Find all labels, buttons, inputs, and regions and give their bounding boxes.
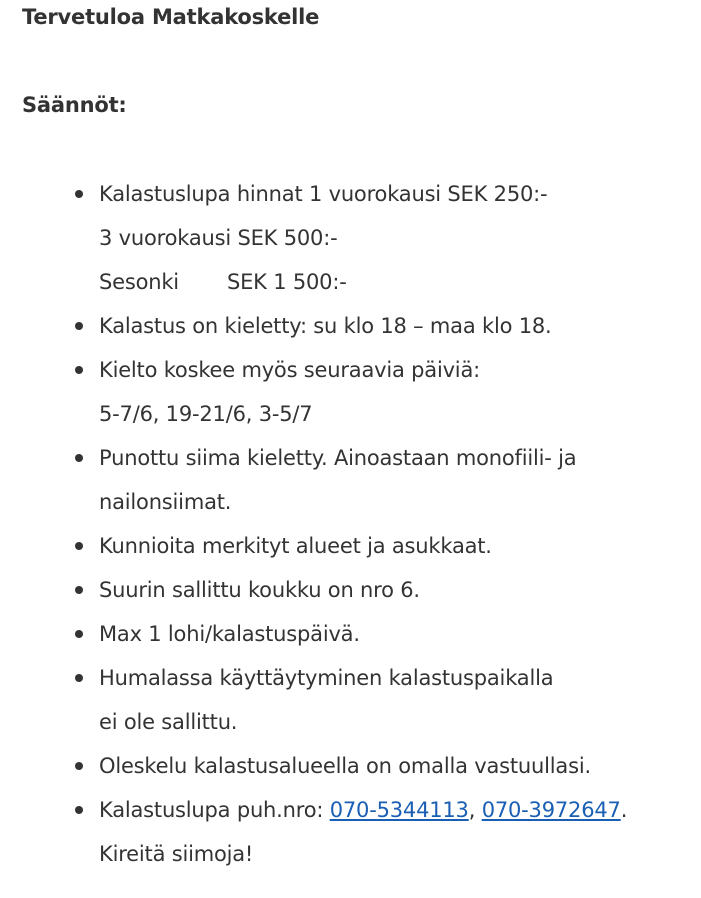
rule-fishing-ban <box>0 304 701 348</box>
bullet-icon <box>75 806 83 814</box>
ban-days-line-2: 5-7/6, 19-21/6, 3-5/7 <box>99 402 313 426</box>
line-type-line-1: Punottu siima kieletty. Ainoastaan monofiili- ja <box>99 446 577 470</box>
permit-prices-line-2: 3 vuorokausi SEK 500:- <box>99 226 338 250</box>
rule-respect <box>0 524 701 568</box>
contact-suffix: . <box>620 798 628 822</box>
phone-link-2[interactable]: 070-3972647 <box>481 798 621 822</box>
season-label: Sesonki <box>99 270 179 294</box>
drunk-line-1: Humalassa käyttäytyminen kalastuspaikalla <box>99 666 554 690</box>
contact-prefix: Kalastuslupa puh.nro: <box>99 798 330 822</box>
fishing-ban-text: Kalastus on kieletty: su klo 18 – maa klo 18. <box>99 314 552 338</box>
contact-separator: , <box>468 798 482 822</box>
bullet-icon <box>75 542 83 550</box>
bullet-icon <box>75 190 83 198</box>
rules-heading: Säännöt: <box>22 93 127 117</box>
bullet-icon <box>75 586 83 594</box>
respect-text: Kunnioita merkityt alueet ja asukkaat. <box>99 534 492 558</box>
phone-link-1[interactable]: 070-5344113 <box>329 798 469 822</box>
bullet-icon <box>75 630 83 638</box>
line-type-line-2: nailonsiimat. <box>99 490 232 514</box>
rule-drunk <box>0 656 701 744</box>
salmon-limit-text: Max 1 lohi/kalastuspäivä. <box>99 622 360 646</box>
page-title: Tervetuloa Matkakoskelle <box>22 5 320 29</box>
bullet-icon <box>75 454 83 462</box>
rule-hook-size <box>0 568 701 612</box>
rule-permit-prices <box>0 172 701 304</box>
closing-text: Kireitä siimoja! <box>99 842 254 866</box>
bullet-icon <box>75 366 83 374</box>
bullet-icon <box>75 674 83 682</box>
rule-contact <box>0 788 701 876</box>
responsibility-text: Oleskelu kalastusalueella on omalla vastuullasi. <box>99 754 591 778</box>
rules-list <box>0 172 701 876</box>
ban-days-line-1: Kielto koskee myös seuraavia päiviä: <box>99 358 480 382</box>
drunk-line-2: ei ole sallittu. <box>99 710 238 734</box>
permit-prices-season <box>99 260 701 304</box>
hook-size-text: Suurin sallittu koukku on nro 6. <box>99 578 420 602</box>
bullet-icon <box>75 322 83 330</box>
contact-line <box>99 788 701 832</box>
season-price: SEK 1 500:- <box>226 270 347 294</box>
bullet-icon <box>75 762 83 770</box>
rule-salmon-limit <box>0 612 701 656</box>
rule-responsibility <box>0 744 701 788</box>
rule-ban-days <box>0 348 701 436</box>
rule-line-type <box>0 436 701 524</box>
permit-prices-line-1: Kalastuslupa hinnat 1 vuorokausi SEK 250:- <box>99 182 548 206</box>
